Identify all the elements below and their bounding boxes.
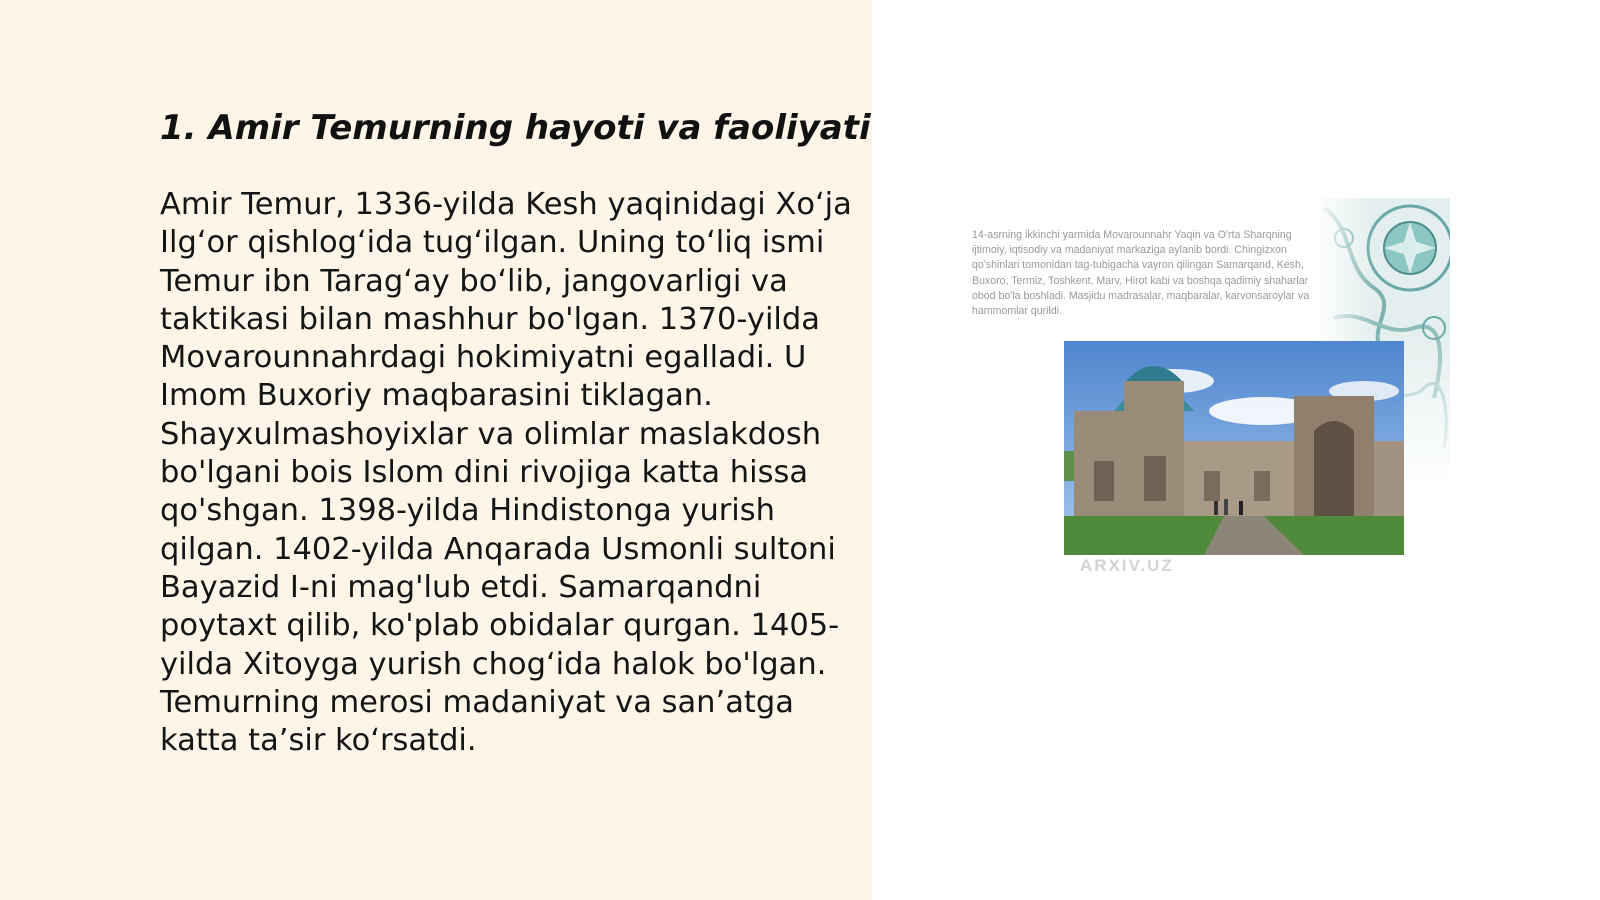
- book-page-image: [968, 198, 1450, 584]
- book-caption: 14-asrning ikkinchi yarmida Movarounnahr Yaqin va O'rta Sharqning ijtimoiy, iqtisodiy va madaniyat markaziga aylanib bordi. Chingizxon qo'shinlari tomonidan tag-tubigacha vayron qilingan Samarqand, Kesh, Buxoro, Termiz, Toshkent, Marv, Hirot kabi va boshqa qadimiy shaharlar obod bo'la boshladi. Masjidu madrasalar, maqbaralar, karvonsaroylar va hammomlar qurildi.: [972, 229, 1310, 318]
- watermark-text: ARXIV.UZ: [1080, 556, 1174, 575]
- mausoleum-photo: [1064, 341, 1404, 555]
- slide-body-text: Amir Temur, 1336-yilda Kesh yaqinidagi Xo‘ja Ilg‘or qishlog‘ida tug‘ilgan. Uning to‘liq ismi Temur ibn Tarag‘ay bo‘lib, jangovarligi va taktikasi bilan mashhur bo'lgan. 1370-yilda Movarounnahrdagi hokimiyatni egalladi. U Imom Buxoriy maqbarasini tiklagan. Shayxulmashoyixlar va olimlar maslakdosh bo'lgani bois Islom dini rivojiga katta hissa qo'shgan. 1398-yilda Hindistonga yurish qilgan. 1402-yilda Anqarada Usmonli sultoni Bayazid I-ni mag'lub etdi. Samarqandni poytaxt qilib, ko'plab obidalar qurgan. 1405-yilda Xitoyga yurish chog‘ida halok bo'lgan. Temurning merosi madaniyat va san’atga katta ta’sir ko‘rsatdi.: [160, 187, 852, 759]
- slide-title: 1. Amir Temurning hayoti va faoliyati: [160, 108, 871, 148]
